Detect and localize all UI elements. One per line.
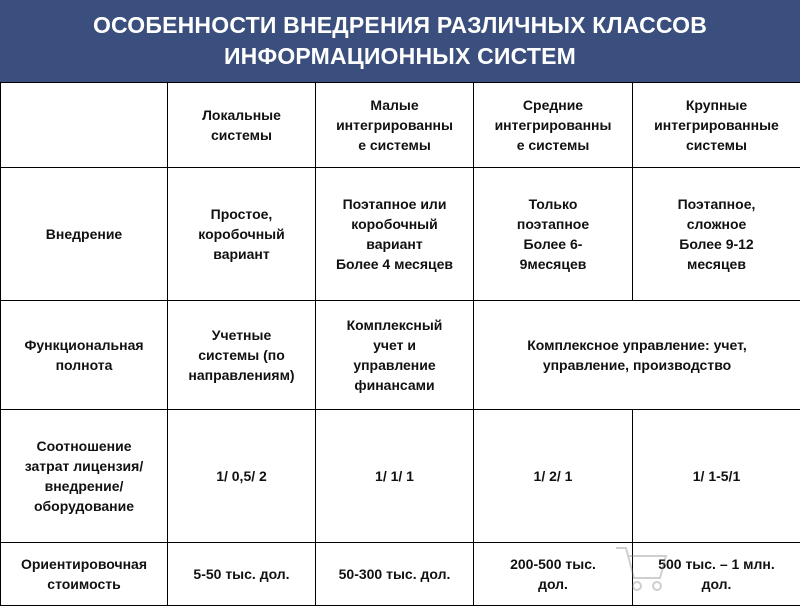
cell-functionality-small: Комплексный учет и управление финансами <box>316 301 474 410</box>
cell-functionality-medium-large: Комплексное управление: учет, управление, производство <box>474 301 800 410</box>
slide-title: ОСОБЕННОСТИ ВНЕДРЕНИЯ РАЗЛИЧНЫХ КЛАССОВ ИНФОРМАЦИОННЫХ СИСТЕМ <box>20 10 780 72</box>
header-cell-large: Крупные интегрированные системы <box>633 83 800 168</box>
row-label-cost-ratio: Соотношение затрат лицензия/ внедрение/ оборудование <box>1 410 168 543</box>
header-cell-empty <box>1 83 168 168</box>
header-cell-medium: Средние интегрированны е системы <box>474 83 633 168</box>
slide-header <box>0 0 800 82</box>
cell-cost-medium: 200-500 тыс. дол. <box>474 543 633 606</box>
cell-implementation-local: Простое, коробочный вариант <box>168 168 316 301</box>
table-row-cost-ratio <box>1 410 800 543</box>
cell-cost-ratio-local: 1/ 0,5/ 2 <box>168 410 316 543</box>
row-label-functionality: Функциональная полнота <box>1 301 168 410</box>
table-header-row <box>1 83 800 168</box>
row-label-implementation: Внедрение <box>1 168 168 301</box>
header-cell-local: Локальные системы <box>168 83 316 168</box>
cell-implementation-medium: Только поэтапное Более 6- 9месяцев <box>474 168 633 301</box>
cell-cost-ratio-small: 1/ 1/ 1 <box>316 410 474 543</box>
row-label-cost: Ориентировочная стоимость <box>1 543 168 606</box>
cell-cost-ratio-medium: 1/ 2/ 1 <box>474 410 633 543</box>
table-row-cost <box>1 543 800 606</box>
cell-cost-small: 50-300 тыс. дол. <box>316 543 474 606</box>
cell-functionality-local: Учетные системы (по направлениям) <box>168 301 316 410</box>
cell-cost-local: 5-50 тыс. дол. <box>168 543 316 606</box>
table-row-implementation <box>1 168 800 301</box>
cell-implementation-small: Поэтапное или коробочный вариант Более 4 месяцев <box>316 168 474 301</box>
cell-cost-large: 500 тыс. – 1 млн. дол. <box>633 543 800 606</box>
header-cell-small: Малые интегрированны е системы <box>316 83 474 168</box>
cell-implementation-large: Поэтапное, сложное Более 9-12 месяцев <box>633 168 800 301</box>
comparison-table <box>0 82 800 606</box>
table-row-functionality <box>1 301 800 410</box>
cell-cost-ratio-large: 1/ 1-5/1 <box>633 410 800 543</box>
